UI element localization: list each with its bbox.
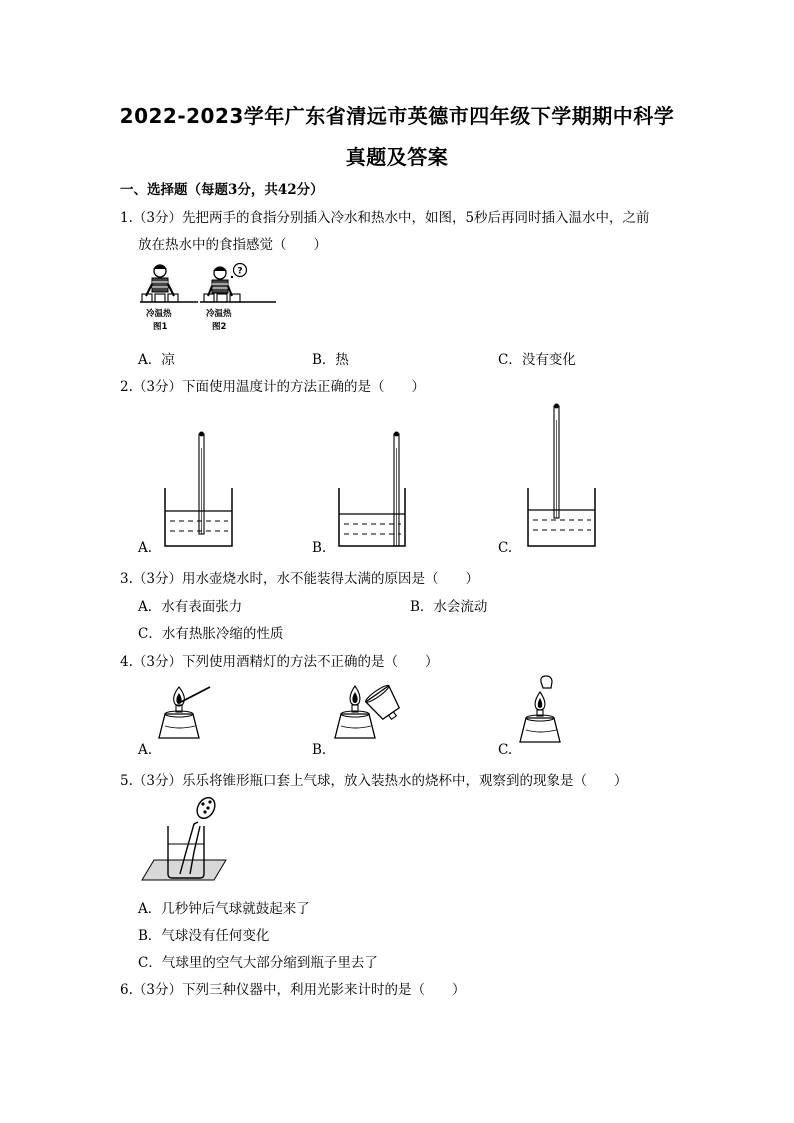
thermometer-beaker-c	[525, 400, 605, 550]
thermometer-beaker-a	[160, 428, 240, 548]
question-mark-text: ?	[237, 266, 243, 277]
alcohol-lamp-a	[155, 682, 215, 744]
question-2-option-a[interactable]: A.	[138, 540, 153, 556]
figure2-label: 冷温热	[206, 309, 232, 319]
figure1-label: 冷温热	[146, 309, 172, 319]
question-2-stem: 2.（3分）下面使用温度计的方法正确的是（ ）	[120, 379, 425, 395]
question-1-option-c[interactable]: C．没有变化	[498, 352, 576, 368]
question-4-option-c[interactable]: C.	[498, 742, 513, 758]
question-1-option-a[interactable]: A．凉	[138, 352, 175, 368]
section-heading: 一、选择题（每题3分，共42分）	[120, 182, 324, 198]
question-4-option-a[interactable]: A.	[138, 742, 153, 758]
question-1-figure	[138, 262, 278, 334]
question-3-option-a[interactable]: A．水有表面张力	[138, 599, 243, 615]
question-6-stem: 6.（3分）下列三种仪器中，利用光影来计时的是（ ）	[120, 982, 466, 998]
question-5-option-b[interactable]: B．气球没有任何变化	[138, 928, 270, 944]
question-2-option-b[interactable]: B.	[312, 540, 327, 556]
finger-water-illustration	[138, 262, 278, 334]
question-5-stem: 5.（3分）乐乐将锥形瓶口套上气球，放入装热水的烧杯中，观察到的现象是（ ）	[120, 773, 628, 789]
alcohol-lamp-b	[335, 682, 401, 744]
page-title-line1: 2022-2023学年广东省清远市英德市四年级下学期期中科学	[119, 104, 675, 128]
question-3-option-c[interactable]: C．水有热胀冷缩的性质	[138, 626, 284, 642]
alcohol-lamp-c	[520, 672, 570, 744]
question-4-stem: 4.（3分）下列使用酒精灯的方法不正确的是（ ）	[120, 654, 439, 670]
question-2-option-c[interactable]: C.	[498, 540, 513, 556]
question-3-option-b[interactable]: B．水会流动	[410, 599, 488, 615]
page-title-line2: 真题及答案	[345, 145, 449, 169]
flask-balloon-beaker	[140, 796, 230, 886]
question-3-stem: 3.（3分）用水壶烧水时，水不能装得太满的原因是（ ）	[120, 571, 479, 587]
thermometer-beaker-b	[337, 428, 417, 548]
question-1-stem-line1: 1.（3分）先把两手的食指分别插入冷水和热水中，如图，5秒后再同时插入温水中，之前	[120, 210, 650, 226]
question-4-option-b[interactable]: B.	[312, 742, 327, 758]
question-1-option-b[interactable]: B．热	[312, 352, 349, 368]
figure1-caption: 图1	[153, 322, 168, 332]
question-5-option-c[interactable]: C．气球里的空气大部分缩到瓶子里去了	[138, 955, 378, 971]
question-5-option-a[interactable]: A．几秒钟后气球就鼓起来了	[138, 901, 310, 917]
figure2-caption: 图2	[212, 322, 227, 332]
question-1-stem-line2: 放在热水中的食指感觉（ ）	[138, 237, 327, 253]
